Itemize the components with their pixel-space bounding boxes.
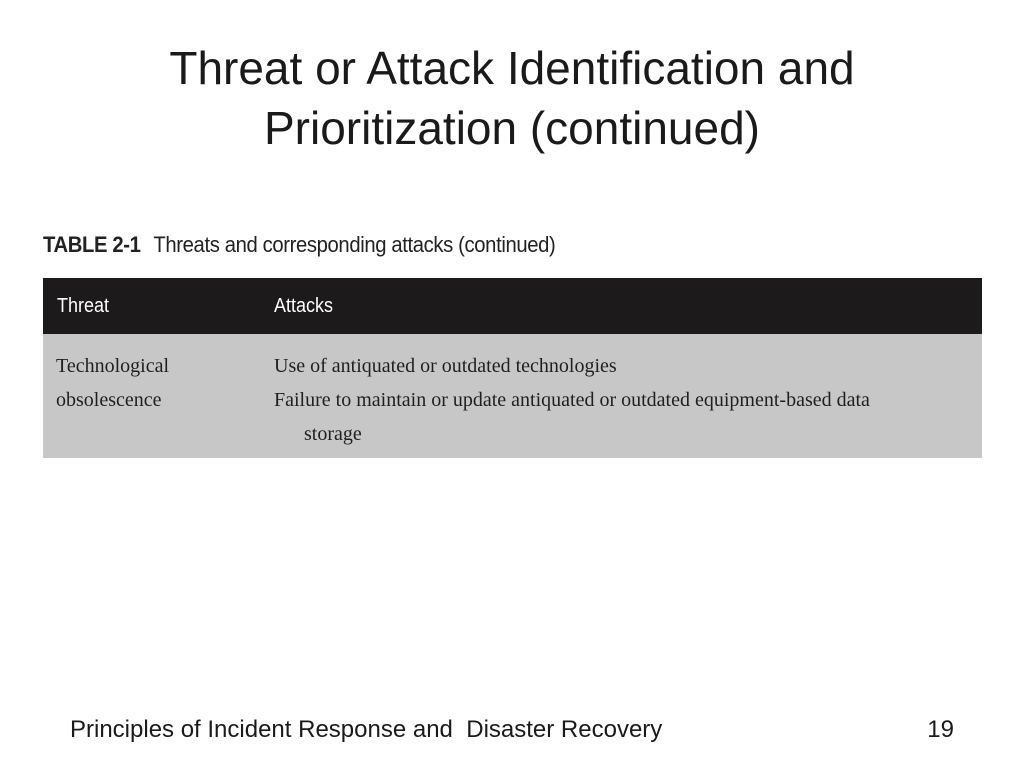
page-number: 19 (927, 716, 954, 743)
table-figure (43, 232, 982, 445)
slide-title-line-1: Threat or Attack Identification and (169, 42, 855, 94)
column-header-attacks: Attacks (274, 295, 334, 317)
slide-title (60, 38, 964, 158)
threat-cell-line-1: Technological (56, 355, 169, 377)
table-header-row (43, 278, 982, 334)
attacks-cell (274, 349, 974, 451)
table-row (43, 334, 982, 458)
table-caption (43, 232, 907, 268)
footer-course-title: Principles of Incident Response and Disaster Recovery (70, 716, 663, 743)
attack-item: Use of antiquated or outdated technologies (274, 355, 617, 377)
table-caption-text: Threats and corresponding attacks (continued) (153, 232, 556, 257)
attack-item-continuation: storage (304, 423, 362, 445)
table-caption-label: TABLE 2-1 (43, 232, 141, 257)
column-header-threat: Threat (57, 295, 110, 317)
attack-item: Failure to maintain or update antiquated or outdated equipment-based data (274, 389, 870, 411)
threat-cell-line-2: obsolescence (56, 389, 162, 411)
slide-title-line-2: Prioritization (continued) (263, 102, 760, 154)
threats-table (43, 278, 982, 458)
threat-cell (56, 349, 246, 417)
